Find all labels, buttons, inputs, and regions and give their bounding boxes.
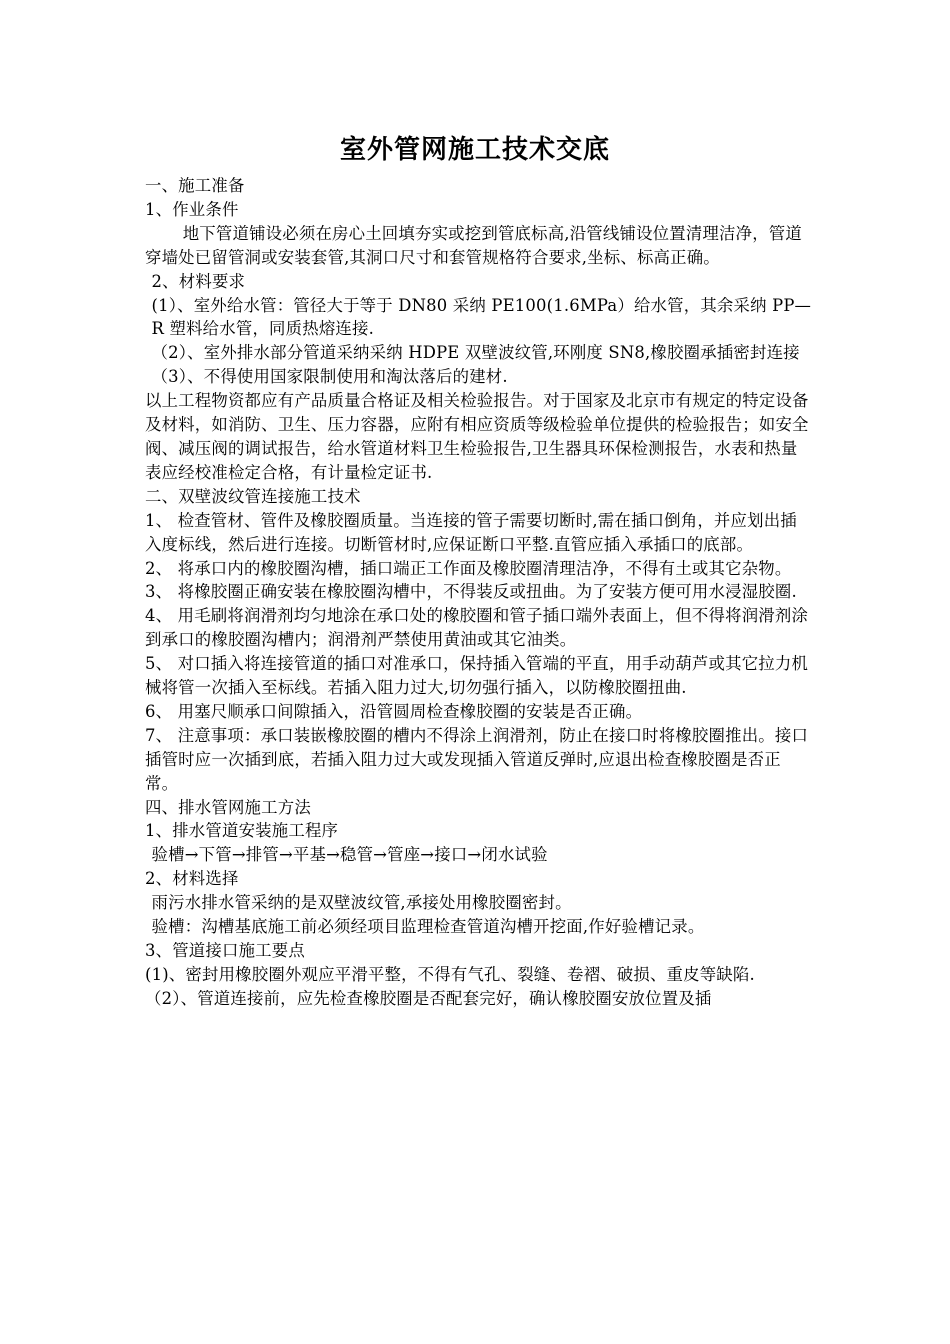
body-paragraph: 验槽：沟槽基底施工前必须经项目监理检查管道沟槽开挖面,作好验槽记录。: [151, 917, 705, 937]
subsection-heading: 2、材料要求: [151, 271, 246, 291]
subsection-heading: 3、管道接口施工要点: [145, 941, 305, 960]
list-item: 2、 将承口内的橡胶圈沟槽，插口端正工作面及橡胶圈清理洁净，不得有土或其它杂物。: [145, 558, 792, 578]
body-paragraph: (1）、室外给水管：管径大于等于 DN80 采纳 PE100(1.6MPa）给水管，其余采纳 PP—R 塑料给水管，同质热熔连接.: [151, 295, 812, 339]
section-heading: 二、双壁波纹管连接施工技术: [145, 486, 361, 506]
body-paragraph: 以上工程物资都应有产品质量合格证及相关检验报告。对于国家及北京市有规定的特定设备及材料，如消防、卫生、压力容器，应附有相应资质等级检验单位提供的检验报告；如安全阀、减压阀的调试报告，给水管道材料卫生检验报告,卫生器具环保检测报告，水表和热量表应经校准检定合格，有计量检定证书.: [145, 391, 809, 482]
section-heading: 四、排水管网施工方法: [145, 797, 311, 817]
list-item: 5、 对口插入将连接管道的插口对准承口，保持插入管端的平直，用手动葫芦或其它拉力机械将管一次插入至标线。若插入阻力过大,切勿强行插入，以防橡胶圈扭曲.: [145, 654, 809, 698]
subsection-heading: 2、材料选择: [145, 869, 239, 889]
body-paragraph: （3）、不得使用国家限制使用和淘汰落后的建材.: [151, 367, 508, 387]
body-paragraph: 雨污水排水管采纳的是双壁波纹管,承接处用橡胶圈密封。: [151, 893, 572, 913]
list-item: 7、 注意事项：承口装嵌橡胶圈的槽内不得涂上润滑剂，防止在接口时将橡胶圈推出。接口插管时应一次插到底，若插入阻力过大或发现插入管道反弹时,应退出检查橡胶圈是否正常。: [145, 725, 809, 793]
section-heading: 一、施工准备: [145, 176, 245, 195]
page-title: 室外管网施工技术交底: [339, 135, 610, 165]
list-item: 3、 将橡胶圈正确安装在橡胶圈沟槽中，不得装反或扭曲。为了安装方便可用水浸湿胶圈.: [145, 582, 797, 602]
subsection-heading: 1、排水管道安装施工程序: [145, 821, 339, 841]
process-flow: 验槽→下管→排管→平基→稳管→管座→接口→闭水试验: [151, 845, 548, 865]
list-item: 6、 用塞尺顺承口间隙插入，沿管圆周检查橡胶圈的安装是否正确。: [145, 701, 643, 721]
body-paragraph: （2）、管道连接前，应先检查橡胶圈是否配套完好，确认橡胶圈安放位置及插: [145, 988, 712, 1008]
body-paragraph: （2）、室外排水部分管道采纳采纳 HDPE 双壁波纹管,环刚度 SN8,橡胶圈承插密封连接: [151, 343, 800, 363]
subsection-heading: 1、作业条件: [145, 199, 239, 219]
list-item: 4、 用毛刷将润滑剂均匀地涂在承口处的橡胶圈和管子插口端外表面上，但不得将润滑剂涂到承口的橡胶圈沟槽内；润滑剂严禁使用黄油或其它油类。: [145, 606, 809, 650]
document-body: [145, 174, 813, 1011]
body-paragraph: (1)、密封用橡胶圈外观应平滑平整，不得有气孔、裂缝、卷褶、破损、重皮等缺陷.: [145, 964, 755, 984]
list-item: 1、 检查管材、管件及橡胶圈质量。当连接的管子需要切断时,需在插口倒角，并应划出插入度标线，然后进行连接。切断管材时,应保证断口平整.直管应插入承插口的底部。: [145, 510, 797, 554]
body-paragraph: 地下管道铺设必须在房心土回填夯实或挖到管底标高,沿管线铺设位置清理洁净，管道穿墙处已留管洞或安装套管,其洞口尺寸和套管规格符合要求,坐标、标高正确。: [145, 223, 802, 267]
